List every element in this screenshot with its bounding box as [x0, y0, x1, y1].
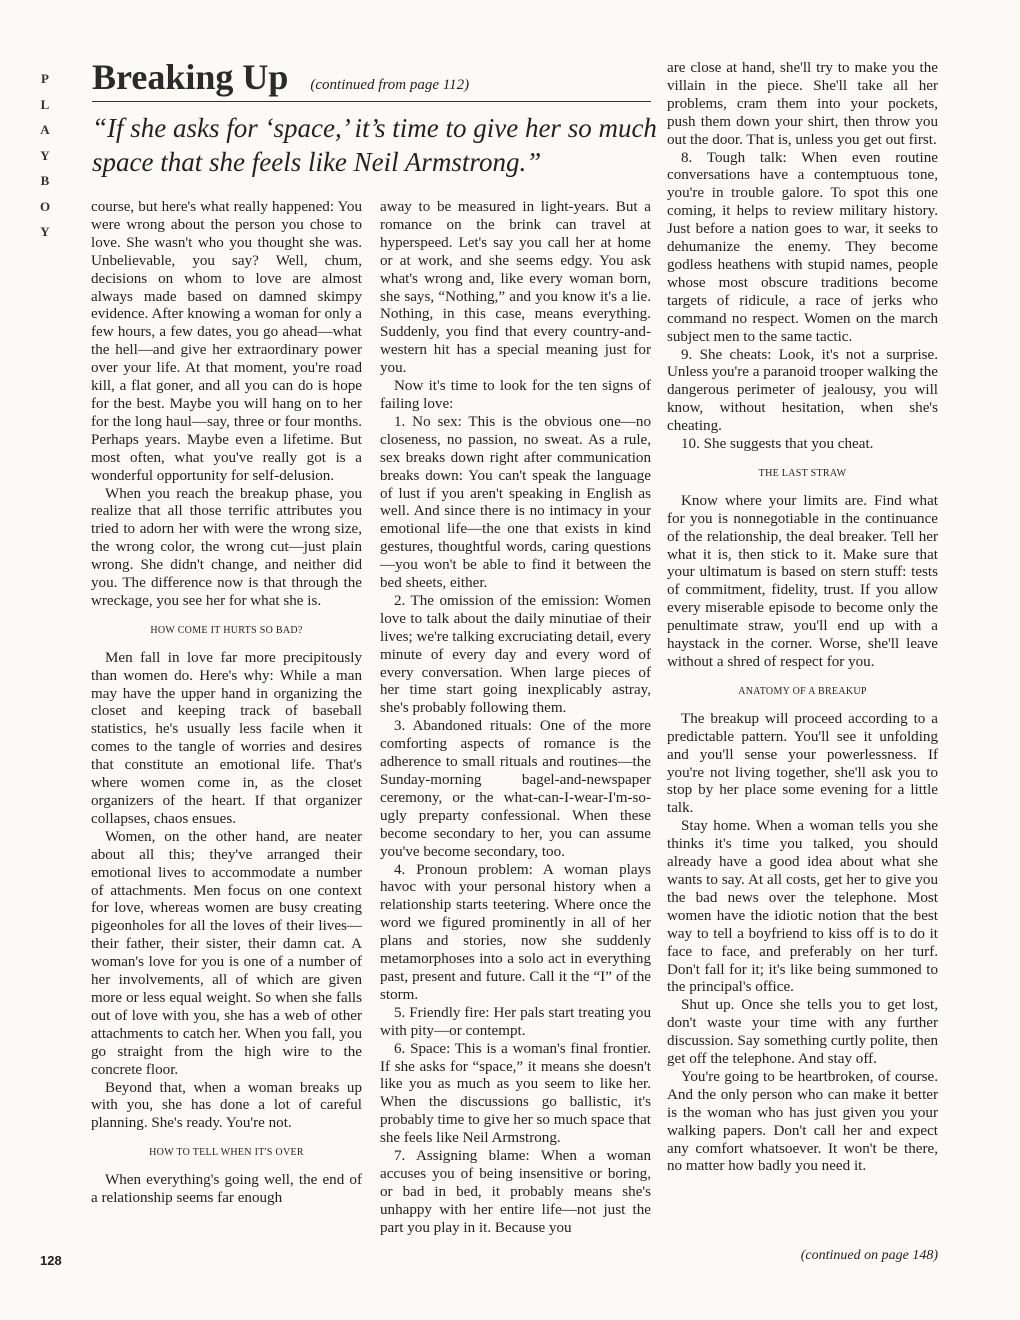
page-number: 128	[40, 1253, 62, 1268]
section-heading: HOW COME IT HURTS SO BAD?	[150, 624, 303, 636]
body-paragraph: course, but here's what really happened: You were wrong about the person you chose to love. She wasn't who you thought she was. Unbelievable, you say? Well, chum, decisions on whom to love are almost always made based on damned skimpy evidence. After knowing a woman for only a few hours, a few dates, you go ahead—what the hell—and give her extraordinary power over your life. At that moment, you're road kill, a flat goner, and all you can do is hope for the best. Maybe you will hang on to her for the long haul—say, three or four months. Perhaps years. Maybe even a lifetime. But most often, what you've really got is a wonderful opportunity for self-delusion.	[91, 199, 362, 484]
body-paragraph: 4. Pronoun problem: A woman plays havoc with your personal history when a relationship starts teetering. Where once the word we figured prominently in all of her plans and stories, now she suddenly metamorphoses into a solo act in everything past, present and future. Call it the “I” of the storm.	[380, 861, 651, 1003]
magazine-letter: Y	[40, 147, 50, 163]
magazine-name-vertical	[30, 66, 60, 245]
body-paragraph: 6. Space: This is a woman's final frontier. If she asks for “space,” it means she doesn't like you as much as you seem to like her. When the discussions go ballistic, it's probably time to give her so much space that she feels like Neil Armstrong.	[380, 1040, 651, 1147]
magazine-letter: B	[40, 173, 50, 188]
body-paragraph: 8. Tough talk: When even routine conversations have a contemptuous tone, you're in trouble galore. To spot this one coming, it helps to review military history. Just before a nation goes to war, it seeks to dehumanize the enemy. They become godless heathens with stupid names, people whose most obscure traditions become targets of ridicule, a race of jerks who command no respect. Women on the march subject men to the same tactic.	[667, 149, 938, 345]
body-paragraph: 1. No sex: This is the obvious one—no closeness, no passion, no sweat. As a rule, sex breaks down right after communication breaks down: You can't speak the language of lust if you aren't speaking in English as well. And since there is no intimacy in your emotional life—the one that exists in kind gestures, thoughtful words, caring questions—you won't be able to find it between the bed sheets, either.	[380, 413, 651, 592]
body-paragraph: You're going to be heartbroken, of course. And the only person who can make it better is the woman who has just given you your walking papers. Don't call her and expect any comfort whatsoever. It won't be there, no matter how badly you need it.	[667, 1068, 938, 1175]
body-paragraph: Men fall in love far more precipitously than women do. Here's why: While a man may have the upper hand in organizing the closet and keeping track of baseball statistics, he's usually less facile when it comes to the tangle of worries and desires that constitute an emotional life. That's where women come in, as the closet organizers of the heart. If that organizer collapses, chaos ensues.	[91, 649, 362, 827]
text-column-1	[91, 199, 362, 1208]
magazine-letter: O	[39, 198, 51, 214]
article-header	[92, 56, 469, 98]
body-paragraph: Beyond that, when a woman breaks up with you, she has done a lot of careful planning. She's ready. You're not.	[91, 1079, 362, 1132]
body-paragraph: 5. Friendly fire: Her pals start treating you with pity—or contempt.	[380, 1004, 651, 1039]
section-heading: HOW TO TELL WHEN IT'S OVER	[149, 1147, 304, 1159]
body-paragraph: 2. The omission of the emission: Women love to talk about the daily minutiae of their lives; we're talking excruciating detail, every minute of every day and every word of every conversation. When large pieces of her time start going inexplicably astray, she's probably following them.	[380, 592, 651, 717]
continued-from-note: (continued from page 112)	[310, 77, 470, 93]
text-column-2	[380, 199, 651, 1238]
magazine-letter: L	[40, 96, 50, 112]
body-paragraph: The breakup will proceed according to a predictable pattern. You'll see it unfolding and you'll sense your powerlessness. If you're not living together, she'll ask you to stop by her place some evening for a little talk.	[667, 710, 938, 817]
body-paragraph: Stay home. When a woman tells you she thinks it's time you talked, you should already have a good idea about what she wants to say. At all costs, get her to give you the bad news over the telephone. Most women have the idiotic notion that the best way to tell a boyfriend to kiss off is to do it face to face, and preferably on her turf. Don't fall for it; it's like being summoned to the principal's office.	[667, 818, 938, 996]
magazine-letter: Y	[40, 224, 50, 239]
body-paragraph: 9. She cheats: Look, it's not a surprise. Unless you're a paranoid trooper walking the dangerous perimeter of jealousy, you will know, without hesitation, when she's cheating.	[667, 346, 938, 435]
body-paragraph: When you reach the breakup phase, you realize that all those terrific attributes you tried to adorn her with were the wrong size, the wrong color, the wrong cut—just plain wrong. She didn't change, and neither did you. The difference now is that through the wreckage, you see her for what she is.	[91, 485, 362, 609]
body-paragraph: When everything's going well, the end of a relationship seems far enough	[91, 1172, 362, 1207]
body-paragraph: Now it's time to look for the ten signs of failing love:	[380, 378, 651, 412]
body-paragraph: away to be measured in light-years. But a romance on the brink can travel at hyperspeed. Let's say you call her at home or at work, and she seems edgy. You ask what's wrong and, like every woman born, she says, “Nothing,” and you know it's a lie. Nothing, in this case, means everything. Suddenly, you find that every country-and-western hit has a special meaning just for you.	[380, 199, 651, 377]
magazine-letter: P	[41, 71, 49, 86]
body-paragraph: 10. She suggests that you cheat.	[681, 436, 874, 453]
article-title: Breaking Up	[92, 57, 289, 97]
body-paragraph: are close at hand, she'll try to make you the villain in the piece. She'll take all her problems, cram them into your pockets, push them down your shirt, then throw you out the door. That is, unless you get out first.	[667, 60, 938, 148]
body-paragraph: Women, on the other hand, are neater about all this; they've arranged their emotional lives to accommodate a number of attachments. Men focus on one context for love, whereas women are busy creating pigeonholes for all the loves of their lives—their father, their sister, their damn cat. A woman's love for you is one of a number of her involvements, all of which are given more or less equal weight. So when she falls out of love with you, she has a web of other attachments to catch her. When you fall, you go straight from the high wire to the concrete floor.	[91, 828, 362, 1078]
body-paragraph: 7. Assigning blame: When a woman accuses you of being insensitive or boring, or bad in bed, it probably means she's unhappy with her entire life—not just the part you play in it. Because you	[380, 1148, 651, 1236]
section-heading: ANATOMY OF A BREAKUP	[738, 685, 867, 697]
section-heading: THE LAST STRAW	[758, 467, 847, 479]
body-paragraph: Shut up. Once she tells you to get lost, don't waste your time with any further discussion. Say something curtly polite, then get off the telephone. And stay off.	[667, 997, 938, 1068]
pull-quote: “If she asks for ‘space,’ it’s time to give her so much space that she feels like Neil Armstrong.”	[92, 113, 657, 177]
magazine-letter: A	[40, 122, 50, 137]
continued-on-note: (continued on page 148)	[800, 1248, 938, 1263]
text-column-3	[667, 60, 938, 1176]
body-paragraph: Know where your limits are. Find what for you is nonnegotiable in the continuance of the relationship, the deal breaker. Tell her what it is, then stick to it. Make sure that your ultimatum is based on stern stuff: tests of commitment, fidelity, trust. If you allow every miserable episode to become only the penultimate straw, you'll end up with a haystack in the corner. Worse, she'll leave without a shred of respect for you.	[667, 492, 938, 670]
header-rule	[92, 101, 651, 102]
body-paragraph: 3. Abandoned rituals: One of the more comforting aspects of romance is the adherence to small rituals and routines—the Sunday-morning bagel-and-newspaper ceremony, or the what-can-I-wear-I'm-so-ugly preparty confessional. When these become secondary to her, you can assume you've become secondary, too.	[380, 718, 651, 860]
